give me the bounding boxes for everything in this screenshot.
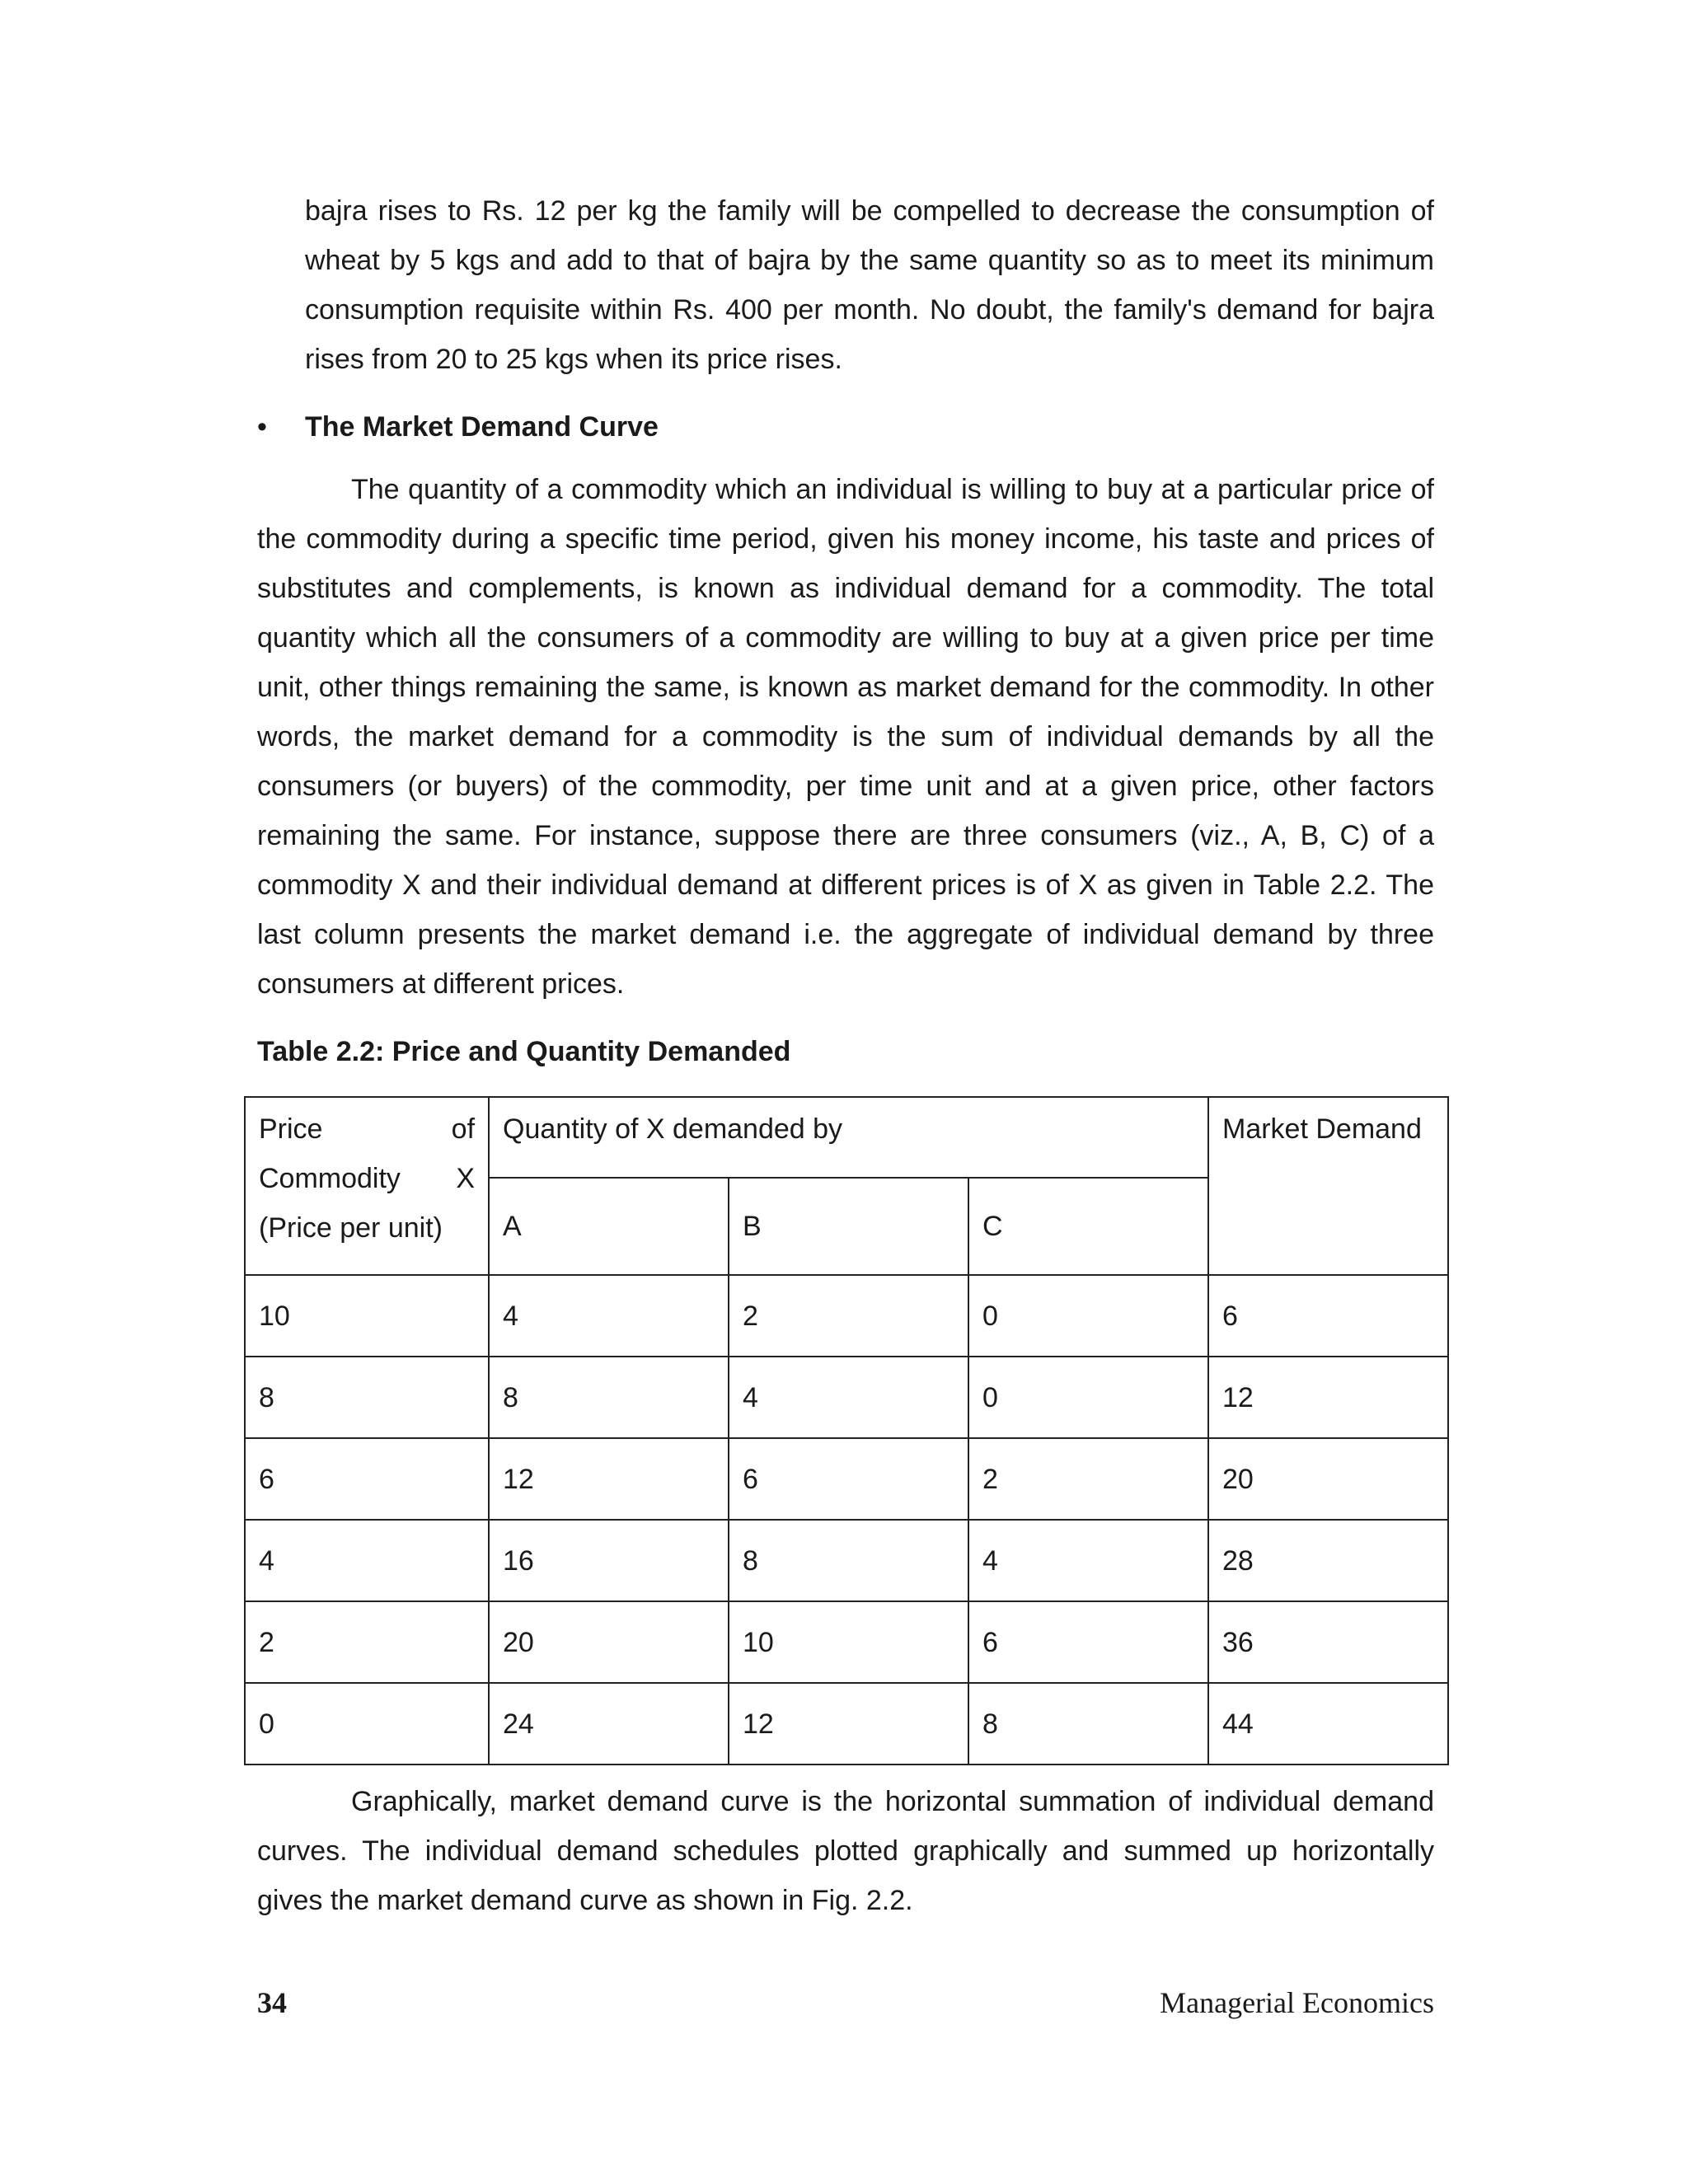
cell-c: 0	[968, 1357, 1208, 1438]
page-number: 34	[257, 1986, 287, 2019]
table-caption: Table 2.2: Price and Quantity Demanded	[257, 1036, 791, 1067]
header-price-line1: Price of	[259, 1113, 476, 1145]
cell-market: 28	[1208, 1520, 1448, 1601]
cell-a: 8	[489, 1357, 729, 1438]
subheader-c: C	[968, 1178, 1208, 1275]
cell-c: 4	[968, 1520, 1208, 1601]
section-heading-row	[257, 402, 1434, 452]
subheader-a: A	[489, 1178, 729, 1275]
cell-c: 6	[968, 1601, 1208, 1683]
header-price-line2: Commodity X	[259, 1163, 476, 1194]
header-price-cell	[245, 1097, 489, 1275]
cell-b: 10	[729, 1601, 968, 1683]
cell-market: 20	[1208, 1438, 1448, 1520]
cell-market: 44	[1208, 1683, 1448, 1765]
cell-market: 36	[1208, 1601, 1448, 1683]
cell-b: 8	[729, 1520, 968, 1601]
table-row	[245, 1520, 1448, 1601]
header-market-cell: Market Demand	[1208, 1097, 1448, 1275]
cell-price: 8	[245, 1357, 489, 1438]
cell-b: 2	[729, 1275, 968, 1357]
cell-c: 8	[968, 1683, 1208, 1765]
body-paragraph: The quantity of a commodity which an individual is willing to buy at a particular price of the commodity during a specific time period, given his money income, his taste and prices of substitutes and complements, is known as individual demand for a commodity. The total quantity which all the consumers of a commodity are willing to buy at a given price per time unit, other things remaining the same, is known as market demand for the commodity. In other words, the market demand for a commodity is the sum of individual demands by all the consumers (or buyers) of the commodity, per time unit and at a given price, other factors remaining the same. For instance, suppose there are three consumers (viz., A, B, C) of a commodity X and their individual demand at different prices is of X as given in Table 2.2. The last column presents the market demand i.e. the aggregate of individual demand by three consumers at different prices.	[257, 474, 1434, 1000]
table-row	[245, 1601, 1448, 1683]
cell-a: 12	[489, 1438, 729, 1520]
continuation-paragraph: bajra rises to Rs. 12 per kg the family will be compelled to decrease the consumption of wheat by 5 kgs and add to that of bajra by the same quantity so as to meet its minimum consumption requisite within Rs. 400 per month. No doubt, the family's demand for bajra rises from 20 to 25 kgs when its price rises.	[305, 195, 1434, 375]
cell-c: 0	[968, 1275, 1208, 1357]
table-row	[245, 1438, 1448, 1520]
subheader-b: B	[729, 1178, 968, 1275]
cell-price: 2	[245, 1601, 489, 1683]
cell-market: 6	[1208, 1275, 1448, 1357]
cell-price: 0	[245, 1683, 489, 1765]
section-heading: The Market Demand Curve	[305, 411, 659, 443]
cell-b: 12	[729, 1683, 968, 1765]
cell-a: 24	[489, 1683, 729, 1765]
cell-price: 10	[245, 1275, 489, 1357]
demand-table	[244, 1096, 1449, 1765]
table-row	[245, 1357, 1448, 1438]
cell-a: 4	[489, 1275, 729, 1357]
cell-b: 6	[729, 1438, 968, 1520]
bullet-icon: •	[257, 411, 267, 443]
table-row	[245, 1275, 1448, 1357]
cell-price: 4	[245, 1520, 489, 1601]
closing-paragraph: Graphically, market demand curve is the horizontal summation of individual demand curves. The individual demand schedules plotted graphically and summed up horizontally gives the market demand curve as shown in Fig. 2.2.	[257, 1786, 1434, 1916]
table-row	[245, 1683, 1448, 1765]
cell-c: 2	[968, 1438, 1208, 1520]
cell-price: 6	[245, 1438, 489, 1520]
cell-b: 4	[729, 1357, 968, 1438]
table-header-row	[245, 1097, 1448, 1178]
cell-a: 16	[489, 1520, 729, 1601]
cell-a: 20	[489, 1601, 729, 1683]
header-price-line3: (Price per unit)	[259, 1212, 443, 1244]
cell-market: 12	[1208, 1357, 1448, 1438]
running-footer-title: Managerial Economics	[1160, 1986, 1434, 2019]
header-group-cell: Quantity of X demanded by	[489, 1097, 1208, 1178]
